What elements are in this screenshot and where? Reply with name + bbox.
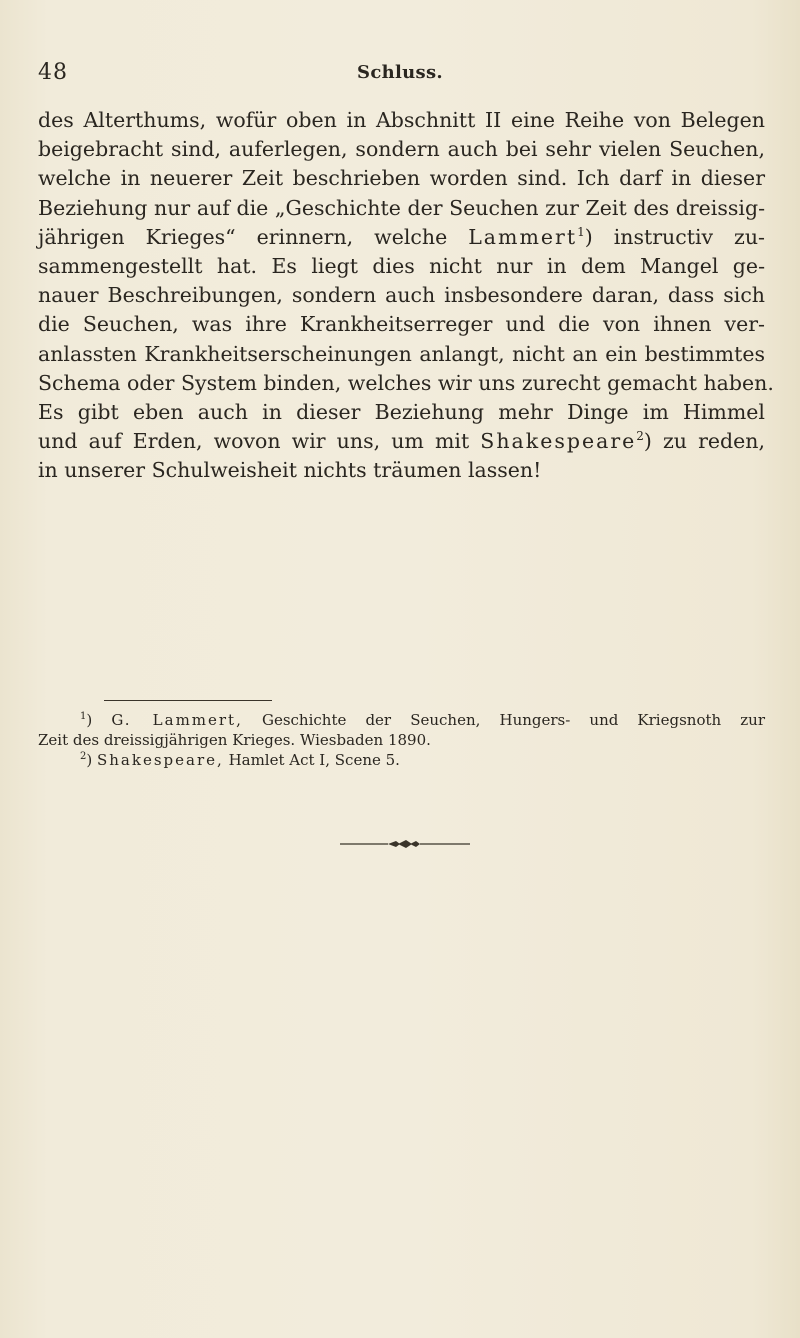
text-line: sammengestellt hat. Es liegt dies nicht nur in dem Mangel ge- xyxy=(38,253,765,278)
main-text xyxy=(38,106,774,485)
text-line: welche in neuerer Zeit beschrieben worden sind. Ich darf in dieser xyxy=(38,166,765,191)
text-line: anlassten Krankheitserscheinungen anlangt, nicht an ein bestimmtes xyxy=(38,341,765,366)
text-line: die Seuchen, was ihre Krankheitserreger und die von ihnen ver- xyxy=(38,312,765,337)
footnote-ref-2: 2 xyxy=(636,429,644,444)
footnote-1-continued: Zeit des dreissigjährigen Krieges. Wiesbaden 1890. xyxy=(38,731,431,749)
author-name-shakespeare: Shakespeare xyxy=(480,429,637,454)
footnote-rule xyxy=(104,700,272,701)
author-name-lammert: Lammert xyxy=(468,224,578,249)
text-line: nauer Beschreibungen, sondern auch insbesondere daran, dass sich xyxy=(38,283,765,308)
text-line: Es gibt eben auch in dieser Beziehung mehr Dinge im Himmel xyxy=(38,399,765,424)
text-line: beigebracht sind, auferlegen, sondern auch bei sehr vielen Seuchen, xyxy=(38,137,765,162)
text-line: des Alterthums, wofür oben in Abschnitt II eine Reihe von Belegen xyxy=(38,108,765,132)
footnotes xyxy=(38,710,765,770)
text-line: Schema oder System binden, welches wir uns zurecht gemacht haben. xyxy=(38,370,774,395)
page-number: 48 xyxy=(38,60,68,85)
end-ornament-icon xyxy=(340,838,470,850)
text-line: in unserer Schulweisheit nichts träumen lassen! xyxy=(38,458,542,483)
footnote-1: $^1$) G. Lammert, Geschichte der Seuchen, Hungers- und Kriegsnoth zur xyxy=(80,711,765,729)
running-head: Schluss. xyxy=(357,62,443,83)
footnote-2: $^2$) Shakespeare, Hamlet Act I, Scene 5. xyxy=(80,751,400,769)
page-header xyxy=(38,60,762,90)
footnote-ref-1: 1 xyxy=(577,224,585,239)
text-line: jährigen Krieges“ erinnern, welche Lammert$^1$) instructiv zu- xyxy=(38,224,765,249)
text-line: Beziehung nur auf die „Geschichte der Seuchen zur Zeit des dreissig- xyxy=(38,195,765,220)
text-line: und auf Erden, wovon wir uns, um mit Shakespeare$^2$) zu reden, xyxy=(38,429,765,454)
